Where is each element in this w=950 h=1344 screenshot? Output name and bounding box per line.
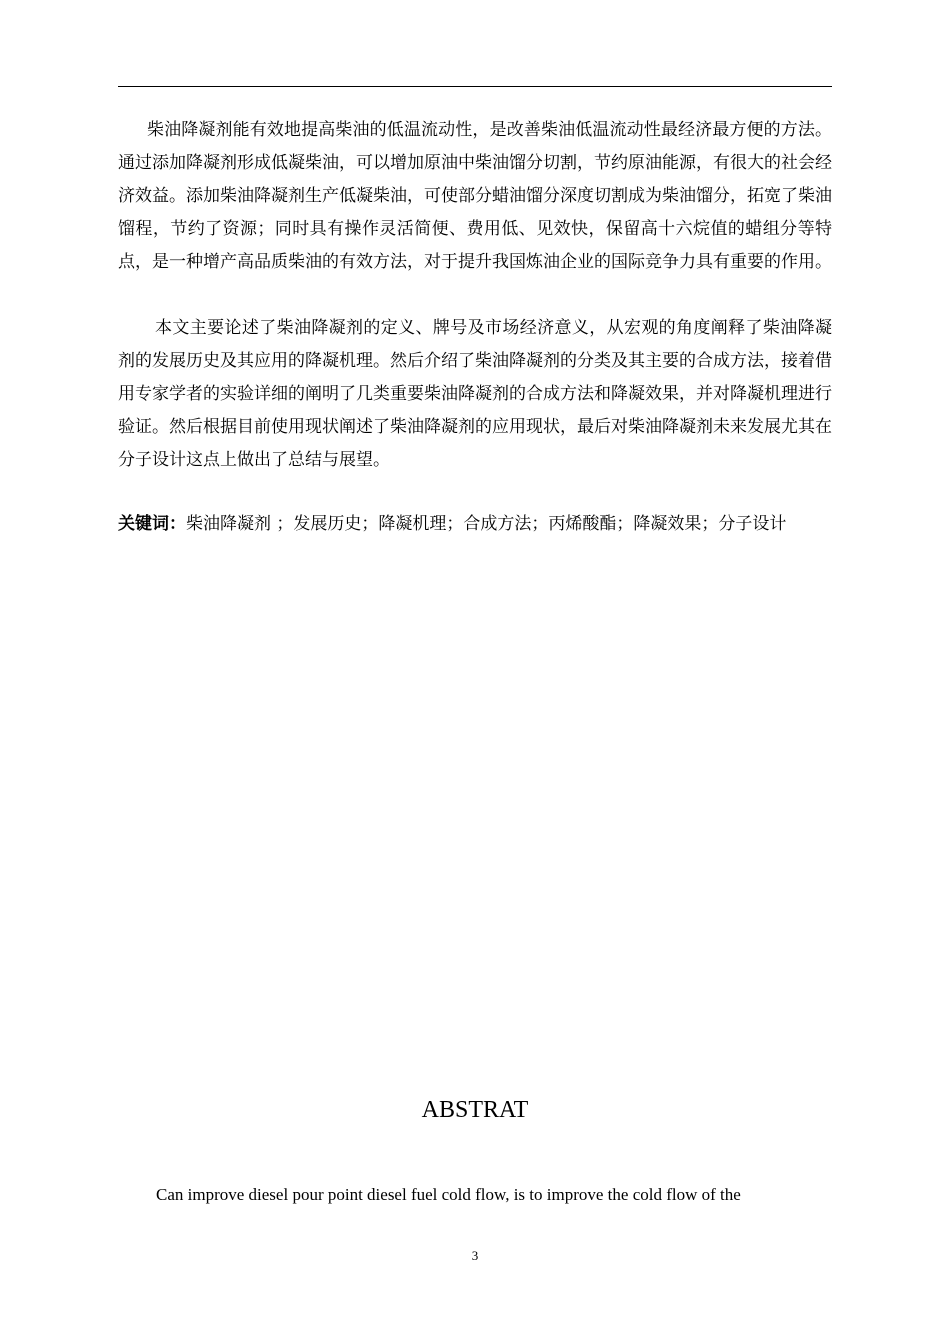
english-abstract-title: ABSTRAT (421, 1097, 529, 1123)
header-rule (118, 86, 832, 87)
page-number: 3 (471, 1248, 479, 1263)
abstract-paragraph-2: 本文主要论述了柴油降凝剂的定义、牌号及市场经济意义，从宏观的角度阐释了柴油降凝剂的发展历史及其应用的降凝机理。然后介绍了柴油降凝剂的分类及其主要的合成方法，接着借用专家学者的实验详细的阐明了几类重要柴油降凝剂的合成方法和降凝效果，并对降凝机理进行验证。然后根据目前使用现状阐述了柴油降凝剂的应用现状，最后对柴油降凝剂未来发展尤其在分子设计这点上做出了总结与展望。 (118, 318, 832, 470)
abstract-paragraph-1: 柴油降凝剂能有效地提高柴油的低温流动性，是改善柴油低温流动性最经济最方便的方法。通过添加降凝剂形成低凝柴油，可以增加原油中柴油馏分切割，节约原油能源，有很大的社会经济效益。添加柴油降凝剂生产低凝柴油，可使部分蜡油馏分深度切割成为柴油馏分，拓宽了柴油馏程，节约了资源；同时具有操作灵活简便、费用低、见效快，保留高十六烷值的蜡组分等特点，是一种增产高品质柴油的有效方法，对于提升我国炼油企业的国际竞争力具有重要的作用。 (118, 120, 832, 272)
keywords-text: 柴油降凝剂 ；发展历史；降凝机理；合成方法；丙烯酸酯；降凝效果；分子设计 (186, 514, 787, 534)
keywords (118, 508, 832, 541)
keywords-label: 关键词： (118, 514, 186, 534)
english-abstract-paragraph: Can improve diesel pour point diesel fuel cold flow, is to improve the cold flow of the (156, 1185, 741, 1204)
